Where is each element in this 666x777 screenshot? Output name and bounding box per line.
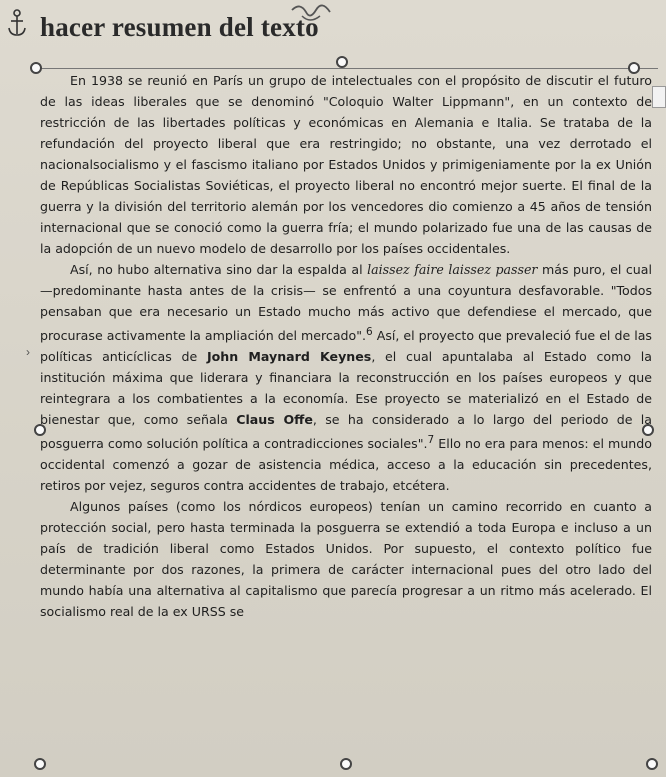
small-arrow-icon: › [26, 345, 30, 359]
resize-handle-bottom-left[interactable] [34, 758, 46, 770]
text-run: Así, el proyecto que prevaleció fue el de las políticas anticíclicas de [40, 328, 652, 365]
text-run: Así, no hubo alternativa sino dar la espalda al [70, 262, 368, 277]
resize-handle-bottom-right[interactable] [646, 758, 658, 770]
text-run: Claus Offe [236, 412, 313, 428]
body-text [40, 70, 652, 622]
text-run: En 1938 se reunió en París un grupo de intelectuales con el propósito de discutir el futuro de las ideas liberales que se denominó "Coloquio Walter Lippmann", en un contexto de restricción de las libertades políticas y económicas en Alemania e Italia. Se trataba de la refundación del proyecto liberal que era restringido; no obstante, una vez derrotado el nacionalsocialismo y el fascismo italiano por Estados Unidos y primigeniamente por la ex Unión de Repúblicas Socialistas Soviéticas, el proyecto liberal no encontró mejor suerte. El final de la guerra y la división del territorio alemán por los vencedores dio comienzo a 45 años de tensión internacional que se conoció como la guerra fría; el mundo polarizado fue una de las causas de la adopción de un nuevo modelo de desarrollo por los países occidentales. [40, 73, 652, 256]
text-run: , el cual apuntalaba al Estado como la institución máxima que liderara y financiara la reconstrucción en los países europeos y que reintegrara a los combatientes a la economía. Ese proyecto se materializó en el Estado de bienestar que, como señala [40, 349, 652, 428]
text-run: Ello no era para menos: el mundo occidental comenzó a gozar de asistencia médica, acceso a la educación sin precedentes, retiros por vejez, seguros contra accidentes de trabajo, etcétera. [40, 436, 652, 494]
selection-border [36, 68, 658, 69]
page-title: hacer resumen del texto [40, 12, 319, 42]
header [0, 0, 666, 62]
resize-handle-bottom[interactable] [340, 758, 352, 770]
text-run: Algunos países (como los nórdicos europeos) tenían un camino recorrido en cuanto a protección social, pero hasta terminada la posguerra se extendió a toda Europa e incluso a un país de tradición liberal como Estados Unidos. Por supuesto, el contexto político fue determinante por dos razones, la primera de carácter internacional pues del otro lado del mundo había una alternativa al capitalismo que parecía progresar a un ritmo más acelerado. El socialismo real de la ex URSS se [40, 499, 652, 620]
text-run: más puro, el cual —predominante hasta antes de la crisis— se enfrentó a una coyuntura desfavorable. "Todos pensaban que era necesario un Estado mucho más activo que defendiese el mercado, que procurase activamente la ampliación del mercado". [40, 262, 653, 344]
side-panel-tab[interactable] [652, 86, 666, 108]
text-run: , se ha considerado a lo largo del periodo de la posguerra como solución política a contradicciones sociales". [40, 412, 653, 452]
paragraph [40, 70, 652, 259]
text-run: laissez faire laissez passer [367, 262, 538, 277]
footnote-ref: 6 [366, 326, 373, 338]
anchor-icon[interactable] [6, 8, 28, 38]
resize-handle-top[interactable] [336, 56, 348, 68]
text-run: John Maynard Keynes [206, 349, 372, 365]
footnote-ref: 7 [427, 434, 435, 447]
paragraph [40, 496, 652, 622]
paragraph [40, 259, 652, 496]
